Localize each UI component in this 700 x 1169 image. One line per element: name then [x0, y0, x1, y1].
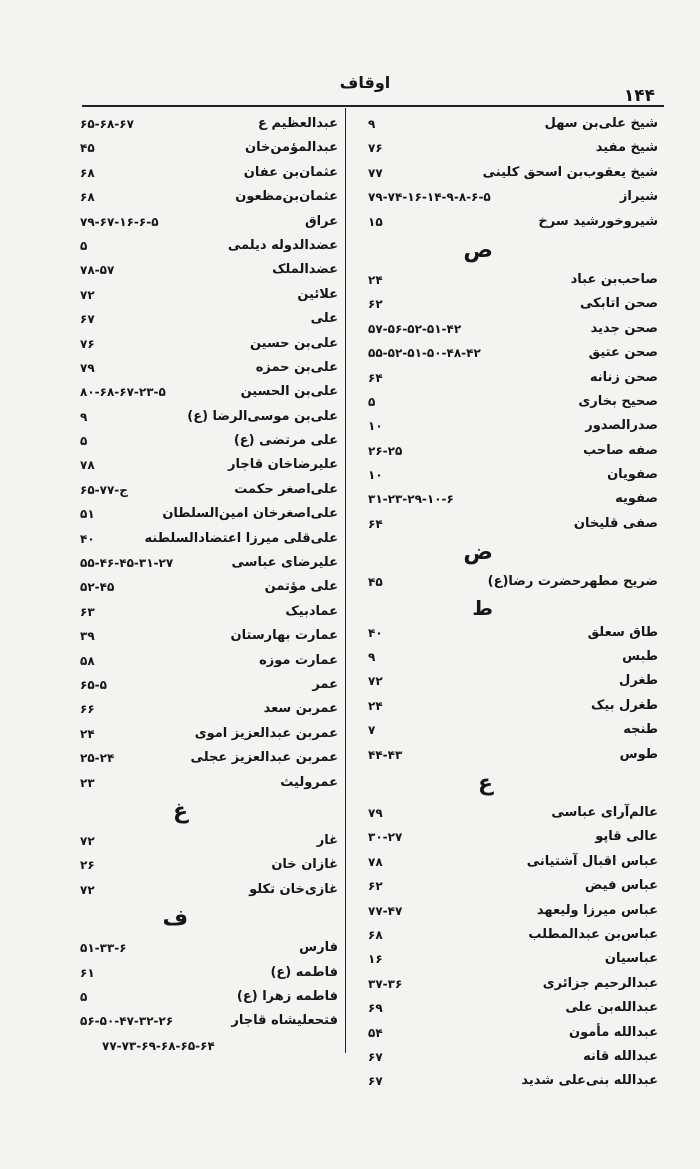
entry-name: عباس میرزا ولیعهد [536, 902, 658, 918]
entry-name: عبدالله‌بن علی [565, 1000, 658, 1016]
entry-pages: ۴۰ [80, 531, 95, 546]
entry-pages: ۳۷-۳۶ [368, 976, 403, 991]
entry-pages: ۵۴ [368, 1025, 383, 1040]
entry-name: صفویان [607, 467, 658, 483]
index-entry [368, 801, 658, 825]
entry-pages: ۴۵ [368, 575, 383, 590]
index-entry [80, 161, 338, 185]
entry-pages: ۵۵-۵۲-۵۱-۵۰-۴۸-۴۲ [368, 346, 481, 361]
index-entry [368, 512, 658, 536]
index-entry [368, 996, 658, 1020]
index-entry [368, 317, 658, 341]
entry-name: غازی‌خان تکلو [249, 881, 338, 897]
entry-name: فاطمه (ع) [270, 964, 338, 980]
entry-pages: ۵۷-۵۶-۵۲-۵۱-۴۲ [368, 321, 462, 336]
index-entry [368, 292, 658, 316]
entry-name: علی‌قلی میرزا اعتضادالسلطنه [144, 530, 338, 546]
entry-pages: ۵ [80, 989, 88, 1004]
index-entry [80, 673, 338, 697]
index-entry [80, 936, 338, 960]
entry-pages: ۳۱-۲۳-۲۹-۱۰-۶ [368, 492, 454, 507]
entry-name: عباس‌بن عبدالمطلب [528, 926, 658, 942]
entry-name: طاق سعلق [587, 624, 658, 640]
index-entry [80, 210, 338, 234]
index-entry [80, 136, 338, 160]
section-letter-row [80, 902, 338, 936]
entry-name: عالی قاپو [595, 829, 658, 845]
entry-pages: ۷۲ [80, 882, 95, 897]
entry-name: صحن عتیق [588, 345, 658, 361]
entry-name: عبدالمؤمن‌خان [245, 140, 338, 156]
entry-pages: ۲۵-۲۴ [80, 751, 115, 766]
entry-pages: ۷۷-۴۷ [368, 903, 403, 918]
entry-name: فارس [299, 940, 338, 956]
entry-pages: ۶۵-۵ [80, 677, 107, 692]
entry-name: شیروخورشید سرخ [538, 213, 658, 229]
entry-pages: ۲۴ [80, 726, 95, 741]
entry-pages: ج-۷۷-۶۵ [80, 482, 128, 497]
entry-pages: ۵۶-۵۰-۴۷-۳۲-۲۶ [80, 1014, 174, 1029]
index-entry [80, 697, 338, 721]
section-letter: ض [463, 540, 493, 566]
entry-pages: ۱۰ [368, 468, 383, 483]
entry-name: عبدالله مأمون [569, 1024, 658, 1040]
entry-pages: ۵ [368, 394, 376, 409]
entry-pages: ۱۵ [368, 214, 383, 229]
entry-name: غازان خان [271, 857, 338, 873]
entry-name: صاحب‌بن عباد [570, 271, 658, 287]
entry-name: علی‌بن حمزه [255, 359, 338, 375]
entry-name: علی‌بن حسین [249, 335, 338, 351]
entry-name: علائین [297, 286, 338, 302]
entry-name: عبدالله قانه [583, 1048, 658, 1064]
entry-pages: ۷۸ [80, 458, 95, 473]
index-entry [80, 771, 338, 795]
index-entry [368, 463, 658, 487]
section-letter: ص [463, 237, 493, 263]
index-entry [368, 874, 658, 898]
header-rule [82, 105, 664, 107]
entry-name: صفه صاحب [583, 442, 658, 458]
entry-pages: ۷۶ [368, 141, 383, 156]
entry-pages: ۶۹ [368, 1001, 383, 1016]
index-entry [80, 878, 338, 902]
entry-pages: ۶۷ [368, 1074, 383, 1089]
index-entry [368, 414, 658, 438]
entry-pages: ۶۸ [80, 190, 95, 205]
entry-name: صدرالصدور [585, 418, 658, 434]
entry-name: عضدالدوله دیلمی [227, 237, 338, 253]
entry-name: صفویه [615, 491, 658, 507]
entry-name: طغرل بیک [591, 697, 658, 713]
index-entry [368, 718, 658, 742]
index-entry [368, 972, 658, 996]
entry-pages: ۷۷-۷۳-۶۹-۶۸-۶۵-۶۴ [102, 1038, 215, 1053]
entry-name: عبدالعظیم ع [258, 116, 338, 131]
section-letter-row [368, 595, 658, 621]
entry-pages: ۶۸ [368, 927, 383, 942]
entry-pages: ۷۸ [368, 854, 383, 869]
index-entry [368, 341, 658, 365]
index-entry [368, 899, 658, 923]
entry-name: عباس اقبال آشتیانی [526, 853, 658, 869]
entry-name: صحیح بخاری [578, 393, 658, 409]
entry-pages: ۵۲-۴۵ [80, 580, 115, 595]
index-entry [368, 1021, 658, 1045]
entry-name: عمادبیک [285, 603, 338, 619]
entry-pages: ۷۹ [368, 805, 383, 820]
index-column-left [80, 112, 338, 1058]
entry-pages: ۱۰ [368, 419, 383, 434]
entry-name: عمربن عبدالعزیز اموی [194, 725, 338, 741]
entry-name: شیخ یعقوب‌بن اسحق کلینی [482, 164, 658, 180]
entry-pages: ۲۶ [80, 858, 95, 873]
entry-pages: ۵ [80, 238, 88, 253]
entry-name: علی‌بن موسی‌الرضا (ع) [187, 408, 338, 424]
index-entry [80, 478, 338, 502]
entry-pages: ۲۳ [80, 775, 95, 790]
entry-pages: ۲۶-۲۵ [368, 443, 403, 458]
entry-pages: ۶۲ [368, 297, 383, 312]
entry-pages: ۷۷ [368, 165, 383, 180]
entry-name: عباسیان [604, 951, 658, 967]
entry-name: علی مؤتمن [264, 579, 338, 595]
index-entry [80, 600, 338, 624]
entry-pages: ۷۹-۷۴-۱۶-۱۴-۹-۸-۶-۵ [368, 190, 491, 205]
page-number: ۱۴۴ [623, 86, 655, 106]
entry-pages: ۵۸ [80, 653, 95, 668]
index-column-right [368, 112, 658, 1094]
entry-pages: ۳۹ [80, 629, 95, 644]
section-letter-row [368, 536, 658, 570]
index-entry [368, 136, 658, 160]
index-entry [80, 1034, 338, 1058]
index-entry [80, 722, 338, 746]
index-entry [80, 575, 338, 599]
index-entry [368, 366, 658, 390]
entry-name: علی مرتضی (ع) [233, 433, 338, 449]
entry-pages: ۷۹-۶۷-۱۶-۶-۵ [80, 214, 159, 229]
entry-name: عمر [312, 676, 338, 692]
entry-name: علی [310, 311, 338, 327]
entry-pages: ۴۴-۴۳ [368, 747, 403, 762]
entry-name: عبدالله بنی‌علی شدید [521, 1073, 658, 1089]
section-letter-row [80, 795, 338, 829]
section-letter: غ [172, 798, 188, 824]
index-entry [368, 570, 658, 594]
entry-pages: ۷ [368, 723, 376, 738]
entry-name: طنجه [623, 722, 658, 738]
index-entry [80, 429, 338, 453]
index-entry [368, 390, 658, 414]
index-entry [368, 923, 658, 947]
entry-name: عمرولیث [280, 774, 338, 790]
index-entry [80, 746, 338, 770]
index-entry [368, 850, 658, 874]
entry-name: عراق [304, 213, 338, 229]
entry-name: غار [316, 832, 338, 848]
entry-pages: ۷۲ [80, 833, 95, 848]
entry-name: صحن جدید [590, 320, 658, 336]
entry-pages: ۷۶ [80, 336, 95, 351]
entry-name: علی‌اصغر حکمت [234, 481, 338, 497]
entry-pages: ۶۲ [368, 879, 383, 894]
entry-name: طوس [619, 746, 658, 762]
entry-name: علی‌بن الحسین [240, 384, 338, 400]
entry-name: شیخ علی‌بن سهل [544, 116, 658, 131]
entry-name: عمارت موزه [259, 652, 338, 668]
entry-pages: ۵۱ [80, 507, 95, 522]
entry-name: علیرضای عباسی [231, 555, 338, 571]
index-entry [80, 405, 338, 429]
index-entry [368, 743, 658, 767]
index-entry [368, 1069, 658, 1093]
index-entry [368, 645, 658, 669]
section-letter-row [368, 234, 658, 268]
entry-name: علی‌اصغرخان امین‌السلطان [162, 506, 338, 522]
entry-name: ضریح مطهرحضرت رضا(ع) [487, 574, 658, 590]
index-entry [368, 487, 658, 511]
index-entry [368, 112, 658, 136]
entry-name: صفی قلیخان [573, 515, 658, 531]
index-entry [80, 551, 338, 575]
entry-pages: ۶۷ [368, 1049, 383, 1064]
section-letter: ع [477, 770, 493, 796]
entry-name: عباس فیض [584, 878, 658, 894]
entry-pages: ۴۰ [368, 625, 383, 640]
section-letter: ط [472, 595, 493, 620]
entry-pages: ۶۸ [80, 165, 95, 180]
entry-pages: ۵۵-۴۶-۴۵-۳۱-۲۷ [80, 556, 174, 571]
entry-pages: ۶۶ [80, 702, 95, 717]
index-entry [80, 307, 338, 331]
index-entry [368, 621, 658, 645]
entry-pages: ۱۶ [368, 952, 383, 967]
index-entry [80, 380, 338, 404]
section-letter-row [368, 767, 658, 801]
index-entry [80, 649, 338, 673]
index-entry [80, 1009, 338, 1033]
entry-pages: ۹ [80, 409, 88, 424]
index-entry [368, 439, 658, 463]
entry-name: عثمان‌بن عفان [243, 164, 338, 180]
entry-pages: ۶۷ [80, 312, 95, 327]
index-entry [80, 527, 338, 551]
index-entry [368, 185, 658, 209]
entry-name: عضدالملک [272, 262, 338, 278]
entry-name: عبدالرحیم جزائری [542, 975, 658, 991]
entry-name: عمربن سعد [263, 701, 338, 717]
index-entry [80, 961, 338, 985]
entry-name: فتحعلیشاه قاجار [231, 1013, 338, 1029]
entry-name: طبس [622, 649, 658, 665]
entry-name: شیخ مفید [595, 140, 658, 156]
index-entry [80, 332, 338, 356]
entry-pages: ۴۵ [80, 141, 95, 156]
entry-pages: ۲۴ [368, 698, 383, 713]
entry-name: طغرل [619, 673, 658, 689]
entry-pages: ۷۸-۵۷ [80, 263, 115, 278]
index-entry [80, 853, 338, 877]
entry-pages: ۶۳ [80, 604, 95, 619]
entry-name: صحن اتابکی [580, 296, 658, 312]
index-entry [80, 985, 338, 1009]
entry-pages: ۸۰-۶۸-۶۷-۲۳-۵ [80, 385, 166, 400]
entry-pages: ۹ [368, 117, 376, 131]
index-entry [80, 185, 338, 209]
entry-pages: ۷۹ [80, 360, 95, 375]
entry-pages: ۵ [80, 434, 88, 449]
index-entry [368, 669, 658, 693]
index-entry [368, 694, 658, 718]
entry-pages: ۷۲ [368, 674, 383, 689]
entry-name: عمربن عبدالعزیز عجلی [190, 750, 338, 766]
entry-pages: ۶۴ [368, 370, 383, 385]
entry-pages: ۶۱ [80, 965, 95, 980]
index-entry [368, 210, 658, 234]
entry-pages: ۲۴ [368, 272, 383, 287]
entry-pages: ۶۵-۶۸-۶۷ [80, 117, 134, 131]
index-entry [368, 1045, 658, 1069]
section-letter: ف [162, 906, 188, 932]
index-entry [80, 258, 338, 282]
index-entry [80, 502, 338, 526]
index-entry [80, 112, 338, 136]
index-entry [80, 234, 338, 258]
entry-name: صحن زنانه [589, 369, 658, 385]
entry-pages: ۳۰-۲۷ [368, 830, 403, 845]
entry-name: شیراز [619, 189, 658, 205]
index-entry [80, 283, 338, 307]
entry-pages: ۵۱-۳۳-۶ [80, 941, 127, 956]
entry-pages: ۹ [368, 650, 376, 665]
index-entry [368, 947, 658, 971]
index-entry [80, 453, 338, 477]
index-entry [368, 161, 658, 185]
index-entry [80, 624, 338, 648]
entry-name: علیرضاخان قاجار [227, 457, 338, 473]
entry-name: عثمان‌بن‌مظعون [235, 189, 338, 205]
index-entry [368, 268, 658, 292]
index-entry [80, 356, 338, 380]
entry-name: عالم‌آرای عباسی [551, 804, 658, 820]
entry-pages: ۷۲ [80, 287, 95, 302]
entry-pages: ۶۴ [368, 516, 383, 531]
entry-name: فاطمه زهرا (ع) [236, 988, 338, 1004]
column-divider [345, 108, 346, 1053]
entry-name: عمارت بهارستان [230, 628, 338, 644]
index-entry [80, 829, 338, 853]
running-header-title: اوقاف [339, 73, 391, 92]
index-entry [368, 825, 658, 849]
